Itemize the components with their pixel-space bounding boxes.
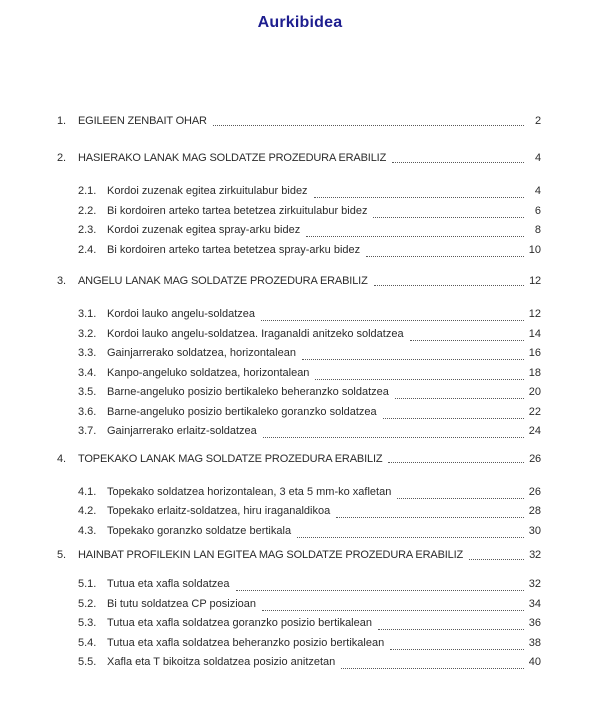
- entry-label: Xafla eta T bikoitza soldatzea posizio anitzetan: [107, 656, 336, 668]
- entry-number: 5.4.: [78, 636, 97, 649]
- entry-label: Tutua eta xafla soldatzea goranzko posizio bertikalean: [107, 617, 372, 629]
- entry-page: 4: [535, 152, 541, 164]
- entry-label: TOPEKAKO LANAK MAG SOLDATZE PROZEDURA ERABILIZ: [78, 452, 383, 465]
- entry-page: 32: [529, 549, 541, 561]
- dot-leader: [213, 125, 524, 126]
- toc-subentry: [57, 383, 541, 403]
- entry-number: 4.1.: [78, 485, 97, 498]
- entry-number: 2.2.: [78, 204, 97, 217]
- entry-number: 2.1.: [78, 185, 97, 197]
- entry-label: HASIERAKO LANAK MAG SOLDATZE PROZEDURA ERABILIZ: [78, 152, 387, 164]
- entry-number: 2.4.: [78, 243, 97, 256]
- dot-leader: [306, 236, 524, 237]
- dot-leader: [261, 320, 524, 321]
- dot-leader: [314, 197, 524, 198]
- entry-number: 5.: [57, 549, 66, 561]
- toc-subsection-list: [57, 575, 541, 673]
- entry-number: 3.2.: [78, 327, 97, 340]
- entry-page: 30: [528, 524, 541, 537]
- entry-page: 4: [534, 185, 541, 197]
- toc-subentry: [57, 344, 541, 364]
- entry-page: 26: [528, 485, 541, 498]
- toc-subentry: [57, 634, 541, 654]
- dot-leader: [397, 498, 524, 499]
- entry-page: 12: [528, 308, 541, 320]
- entry-number: 2.: [57, 152, 66, 164]
- entry-page: 40: [528, 656, 541, 668]
- entry-label: Gainjarrerako erlaitz-soldatzea: [107, 425, 257, 437]
- entry-label: Bi tutu soldatzea CP posizioan: [107, 597, 256, 610]
- toc-subentry: [57, 241, 541, 261]
- entry-page: 16: [528, 347, 541, 359]
- dot-leader: [374, 285, 524, 286]
- entry-label: Bi kordoiren arteko tartea betetzea spray-arku bidez: [107, 243, 361, 256]
- entry-page: 24: [528, 425, 541, 437]
- dot-leader: [373, 217, 524, 218]
- entry-page: 12: [529, 275, 541, 287]
- toc-subentry: [57, 502, 541, 522]
- entry-label: Barne-angeluko posizio bertikaleko beheranzko soldatzea: [107, 386, 389, 398]
- toc-subentry: [57, 483, 541, 503]
- entry-number: 3.: [57, 275, 66, 287]
- dot-leader: [388, 462, 524, 463]
- dot-leader: [262, 610, 524, 611]
- entry-label: Topekako erlaitz-soldatzea, hiru iraganaldikoa: [107, 505, 331, 517]
- toc-section: [57, 113, 541, 129]
- entry-label: Tutua eta xafla soldatzea beheranzko posizio bertikalean: [107, 636, 385, 649]
- toc-subentry: [57, 325, 541, 345]
- entry-page: 14: [528, 327, 541, 340]
- toc-entry: [57, 451, 541, 467]
- entry-page: 18: [528, 366, 541, 379]
- toc-subentry: [57, 575, 541, 595]
- entry-page: 22: [528, 405, 541, 418]
- entry-label: Kordoi lauko angelu-soldatzea. Iraganaldi anitzeko soldatzea: [107, 327, 404, 340]
- toc-subentry: [57, 305, 541, 325]
- toc-subentry: [57, 221, 541, 241]
- entry-page: 28: [528, 505, 541, 517]
- entry-label: Gainjarrerako soldatzea, horizontalean: [107, 347, 296, 359]
- entry-number: 5.1.: [78, 578, 97, 590]
- dot-leader: [395, 398, 524, 399]
- entry-page: 36: [528, 617, 541, 629]
- entry-number: 4.: [57, 452, 66, 465]
- entry-number: 5.5.: [78, 656, 97, 668]
- entry-number: 2.3.: [78, 224, 97, 236]
- dot-leader: [341, 668, 524, 669]
- entry-number: 4.2.: [78, 505, 97, 517]
- toc-subsection-list: [57, 182, 541, 260]
- toc-section: [57, 547, 541, 673]
- entry-number: 3.6.: [78, 405, 97, 418]
- toc-subentry: [57, 614, 541, 634]
- entry-label: HAINBAT PROFILEKIN LAN EGITEA MAG SOLDATZE PROZEDURA ERABILIZ: [78, 549, 464, 561]
- dot-leader: [469, 559, 524, 560]
- entry-label: Kanpo-angeluko soldatzea, horizontalean: [107, 366, 310, 379]
- entry-number: 3.5.: [78, 386, 97, 398]
- entry-label: Kordoi zuzenak egitea spray-arku bidez: [107, 224, 301, 236]
- dot-leader: [383, 418, 524, 419]
- entry-number: 3.7.: [78, 425, 97, 437]
- dot-leader: [390, 649, 524, 650]
- dot-leader: [366, 256, 524, 257]
- toc-entry: [57, 150, 541, 166]
- dot-leader: [378, 629, 524, 630]
- entry-label: Kordoi lauko angelu-soldatzea: [107, 308, 255, 320]
- entry-page: 20: [528, 386, 541, 398]
- dot-leader: [315, 379, 524, 380]
- toc-entry: [57, 547, 541, 563]
- entry-label: Barne-angeluko posizio bertikaleko goranzko soldatzea: [107, 405, 377, 418]
- entry-label: Topekako goranzko soldatze bertikala: [107, 524, 292, 537]
- entry-page: 8: [534, 224, 541, 236]
- entry-label: EGILEEN ZENBAIT OHAR: [78, 115, 207, 127]
- entry-label: Kordoi zuzenak egitea zirkuitulabur bidez: [107, 185, 308, 197]
- toc-section: [57, 451, 541, 542]
- toc-subentry: [57, 653, 541, 673]
- dot-leader: [302, 359, 524, 360]
- entry-number: 1.: [57, 115, 66, 127]
- entry-number: 3.1.: [78, 308, 97, 320]
- entry-page: 38: [528, 636, 541, 649]
- entry-page: 6: [534, 204, 541, 217]
- entry-number: 4.3.: [78, 524, 97, 537]
- entry-page: 34: [528, 597, 541, 610]
- toc-subentry: [57, 522, 541, 542]
- toc-entry: [57, 273, 541, 289]
- entry-number: 3.3.: [78, 347, 97, 359]
- document-page: [0, 14, 600, 724]
- toc-subentry: [57, 202, 541, 222]
- entry-page: 32: [528, 578, 541, 590]
- dot-leader: [336, 517, 524, 518]
- toc-section: [57, 273, 541, 442]
- dot-leader: [297, 537, 524, 538]
- toc-subsection-list: [57, 305, 541, 442]
- toc-section: [57, 150, 541, 260]
- toc-subsection-list: [57, 483, 541, 542]
- entry-page: 10: [528, 243, 541, 256]
- entry-label: Bi kordoiren arteko tartea betetzea zirkuitulabur bidez: [107, 204, 368, 217]
- toc-subentry: [57, 364, 541, 384]
- entry-label: Tutua eta xafla soldatzea: [107, 578, 230, 590]
- entry-number: 5.2.: [78, 597, 97, 610]
- toc-entry: [57, 113, 541, 129]
- dot-leader: [410, 340, 524, 341]
- page-title: Aurkibidea: [257, 14, 343, 31]
- entry-number: 5.3.: [78, 617, 97, 629]
- entry-label: ANGELU LANAK MAG SOLDATZE PROZEDURA ERABILIZ: [78, 275, 368, 287]
- entry-number: 3.4.: [78, 366, 97, 379]
- toc-subentry: [57, 595, 541, 615]
- entry-page: 26: [529, 452, 541, 465]
- dot-leader: [263, 437, 524, 438]
- dot-leader: [236, 590, 524, 591]
- entry-label: Topekako soldatzea horizontalean, 3 eta 5 mm-ko xafletan: [107, 485, 392, 498]
- toc-subentry: [57, 182, 541, 202]
- toc-subentry: [57, 422, 541, 442]
- entry-page: 2: [535, 115, 541, 127]
- table-of-contents: [0, 113, 600, 673]
- toc-subentry: [57, 403, 541, 423]
- dot-leader: [392, 162, 524, 163]
